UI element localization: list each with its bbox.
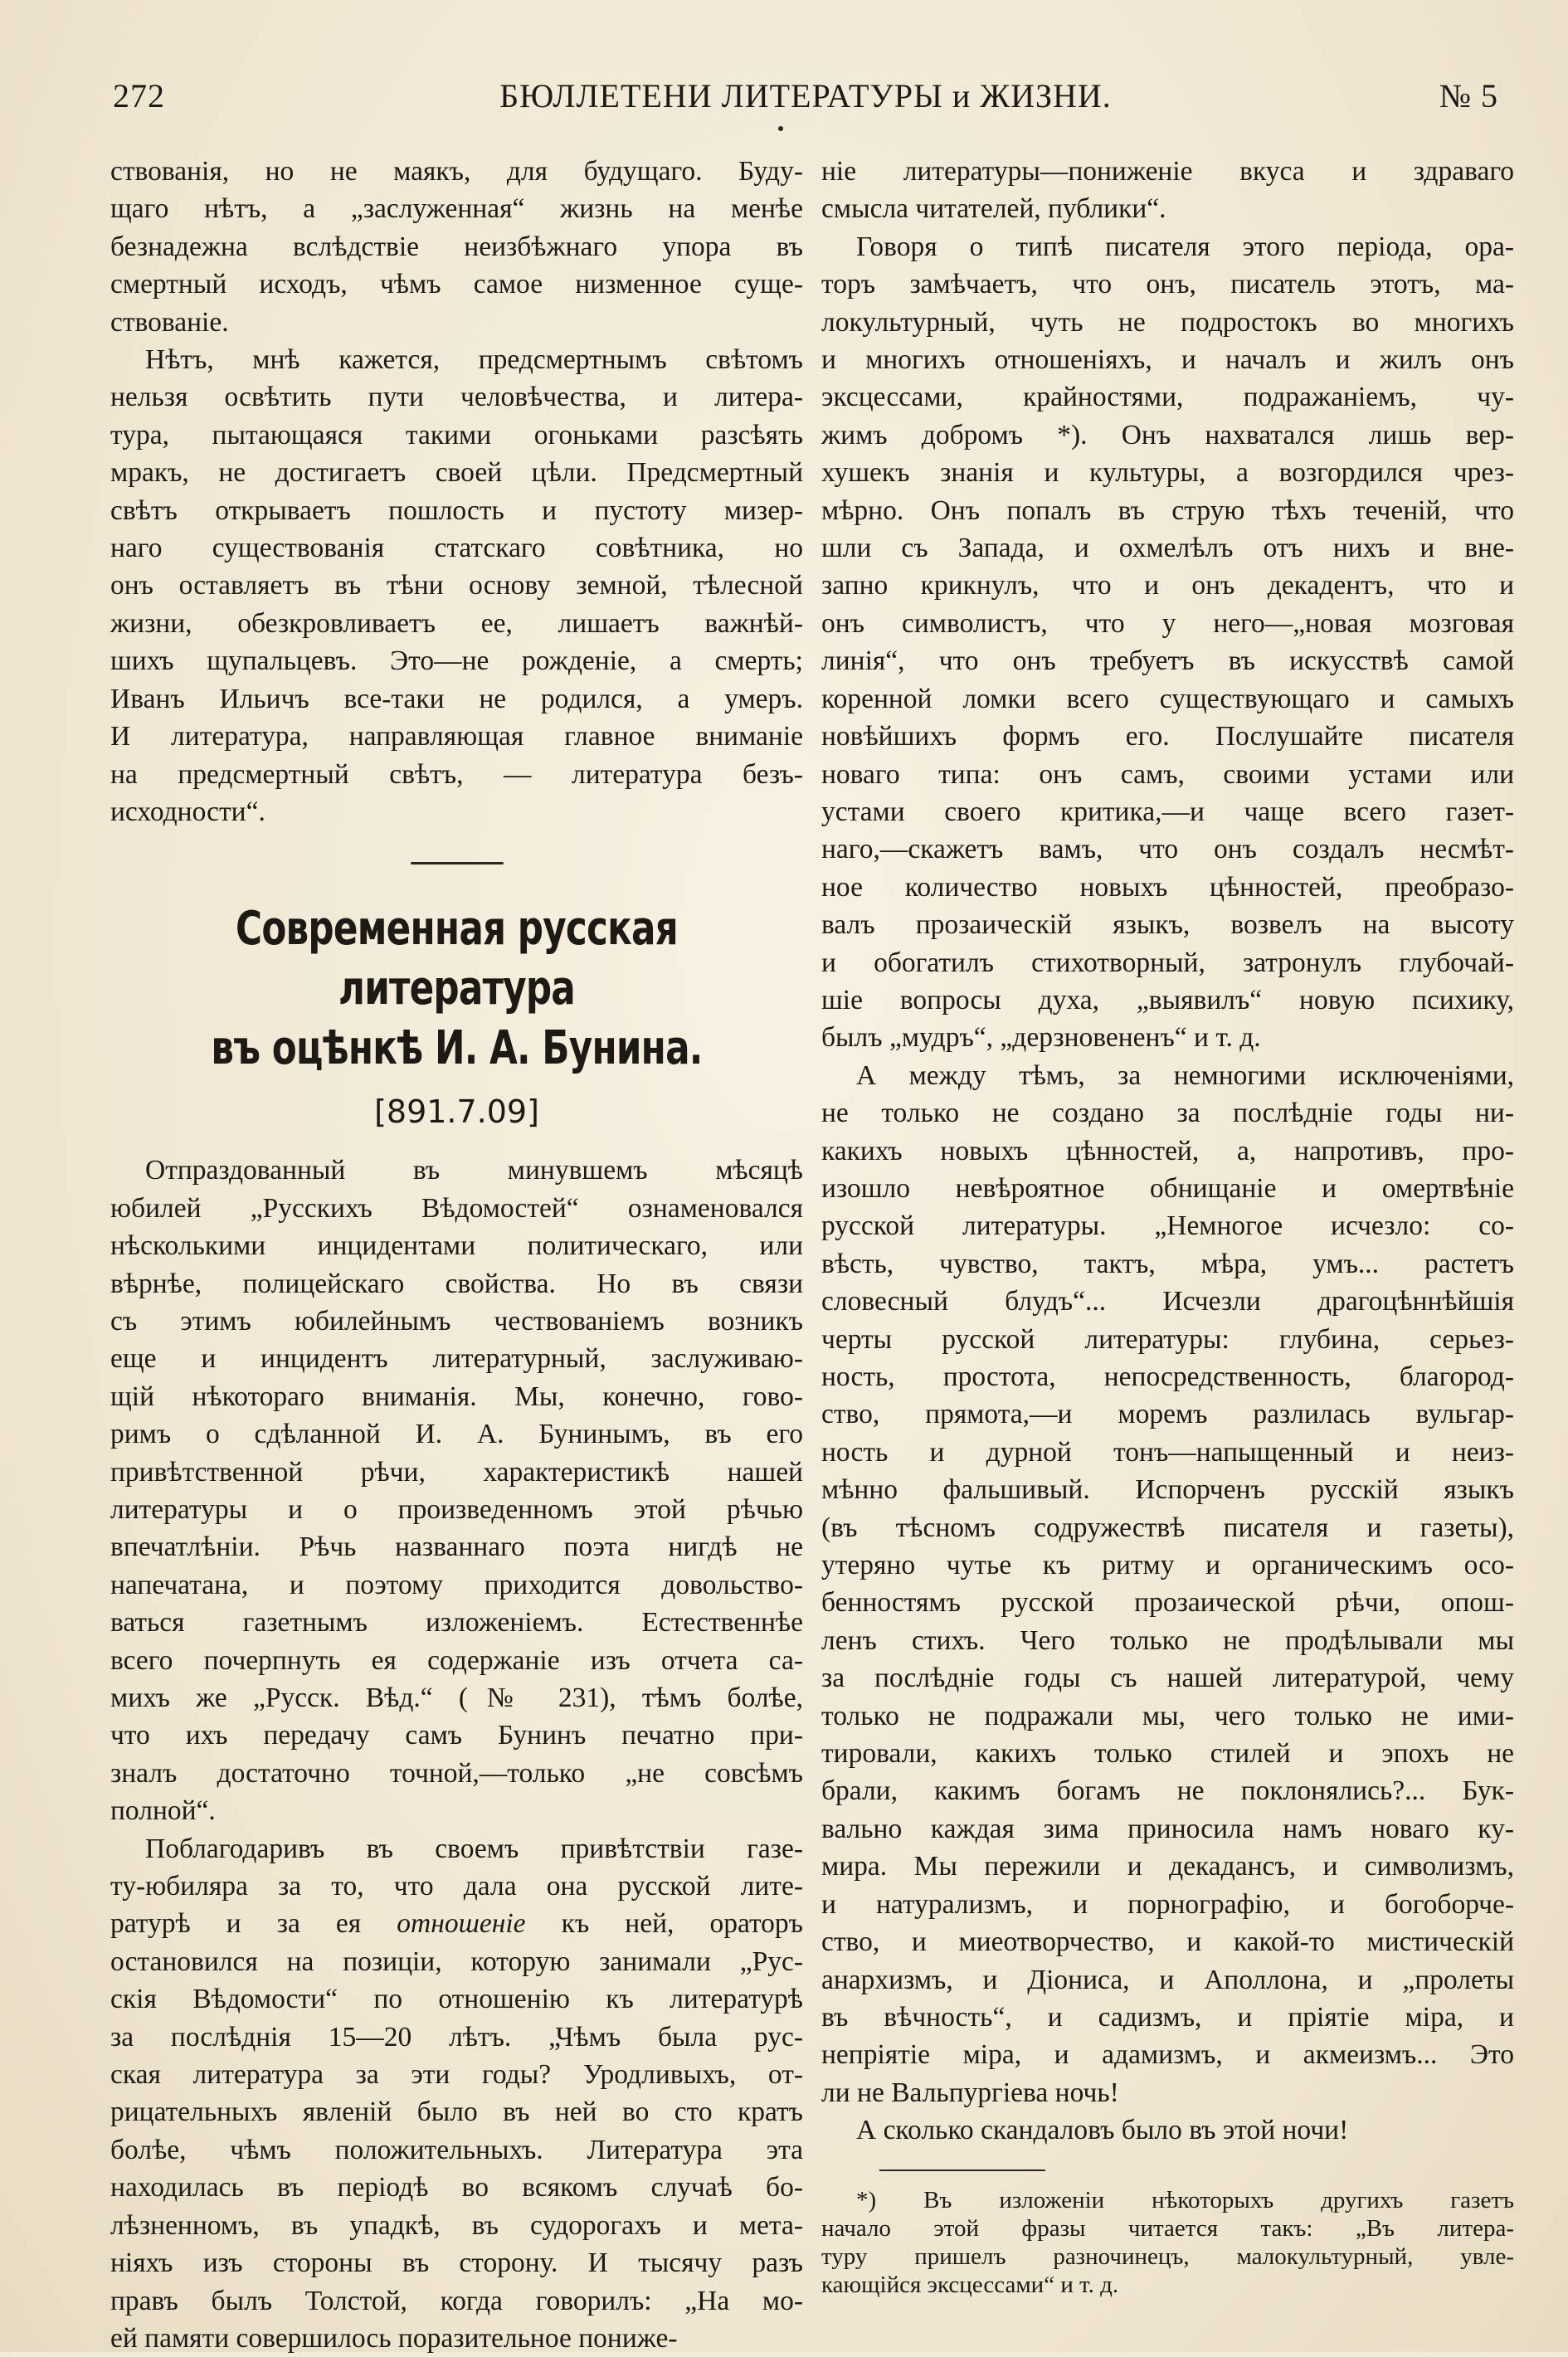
text-line: жимъ добромъ *). Онъ нахватался лишь вер- [821,419,1514,450]
text-line: за послѣдніе годы съ нашей литературой, чему [821,1663,1514,1694]
text-line: торъ замѣчаетъ, что онъ, писатель этотъ, ма- [821,269,1514,300]
text-line: анархизмъ, и Діониса, и Аполлона, и „пролеты [821,1964,1514,1995]
text-line [110,2320,803,2357]
text-line: напечатана, и поэтому приходится довольство- [110,1569,803,1600]
text-line: ствованіе. [110,306,229,338]
text-line: на предсмертный свѣтъ, — литература безъ- [110,758,803,790]
text-line: жизни, обезкровливаетъ ее, лишаетъ важнѣй- [110,607,803,639]
text-line [110,2019,803,2056]
text-line: былъ „мудръ“, „дерзновененъ“ и т. д. [821,1022,1261,1054]
text-line: только не подражали мы, чего только не ими- [821,1700,1514,1731]
text-line: начало этой фразы читается такъ: „Въ литера- [821,2214,1514,2242]
text-line: литературы и о произведенномъ этой рѣчью [110,1493,803,1525]
text-line: эксцессами, крайностями, подражаніемъ, чу- [821,382,1514,413]
issue-number: № 5 [1439,77,1498,114]
text-line: мракъ, не достигаетъ своей цѣли. Предсмертный [110,457,803,489]
text-line: наго,—скажетъ вамъ, что онъ создалъ несмѣт- [821,834,1514,865]
text-line: ность, простота, непосредственность, благород- [821,1361,1514,1392]
paragraph [110,1830,803,2357]
text-line: А сколько скандаловъ было въ этой ночи! [856,2115,1349,2146]
paragraph [821,2111,1514,2149]
text-line [110,1943,803,1980]
text-line: Отпраздованный въ минувшемъ мѣсяцѣ [145,1155,803,1186]
text-fragment: болѣе, чѣмъ положительныхъ. Литература эта [110,2134,803,2165]
text-line: смертный исходъ, чѣмъ самое низменное суще- [110,269,803,300]
header-dot [778,126,783,131]
text-line: зналъ достаточно точной,—только „не совсѣмъ [110,1757,803,1789]
text-line: непріятіе міра, и адамизмъ, и акмеизмъ... Это [821,2039,1514,2071]
text-line [110,2131,803,2169]
text-line: ваться газетнымъ изложеніемъ. Естественнѣе [110,1607,803,1639]
text-line: всего почерпнуть ея содержаніе изъ отчета са- [110,1644,803,1676]
text-line: наго существованія статскаго совѣтника, но [110,533,803,564]
text-line: вально каждая зима приносила намъ новаго ку- [821,1813,1514,1844]
page-number: 272 [113,77,165,114]
text-fragment: ту-юбиляра за то, что дала она русской лите- [110,1871,803,1902]
text-line: ное количество новыхъ цѣнностей, преобразо- [821,871,1514,903]
text-line: онъ символистъ, что у него—„новая мозговая [821,607,1514,639]
text-fragment: находилась въ періодѣ во всякомъ случаѣ бо- [110,2172,803,2204]
text-fragment: ей памяти совершилось поразительное пониже- [110,2322,678,2354]
text-line: шіе вопросы духа, „выявилъ“ новую психику, [821,984,1514,1015]
journal-title: БЮЛЛЕТЕНИ ЛИТЕРАТУРЫ и ЖИЗНИ. [499,77,1112,114]
text-line: устами своего критика,—и чаще всего газет- [821,796,1514,827]
running-head [113,76,1498,126]
text-line: онъ оставляетъ въ тѣни основу земной, тѣлесной [110,570,803,601]
text-line: новаго типа: онъ самъ, своими устами или [821,758,1514,790]
text-fragment: Поблагодаривъ въ своемъ привѣтствіи газе- [145,1833,803,1864]
text-line: ство, прямота,—и моремъ разлилась вульгар- [821,1399,1514,1430]
text-line: брали, какимъ богамъ не поклонялись?... Бук- [821,1775,1514,1807]
text-fragment: рицательныхъ явленій было въ ней во сто кратъ [110,2096,803,2128]
article-title-line: Современная русская литература [236,902,678,1016]
text-line: А между тѣмъ, за немногими исключеніями, [856,1059,1514,1091]
text-line [110,1905,803,1942]
text-line: коренной ломки всего существующаго и самыхъ [821,683,1514,714]
text-fragment: къ ней, ораторъ [561,1908,803,1940]
text-line: нельзя освѣтить пути человѣчества, и литера- [110,382,803,413]
text-line [110,1830,803,1868]
text-line [110,1868,803,1905]
text-line: римъ о сдѣланной И. А. Бунинымъ, въ его [110,1419,803,1450]
text-line: юбилей „Русскихъ Вѣдомостей“ ознаменовался [110,1192,803,1224]
right-column [821,153,1514,2299]
text-line [110,2244,803,2282]
text-line [110,2282,803,2320]
text-fragment: правъ былъ Толстой, когда говорилъ: „На мо- [110,2285,803,2316]
text-line [110,1980,803,2018]
article-title [129,899,786,1079]
paragraph [821,1057,1514,2111]
text-line: вѣсть, чувство, тактъ, мѣра, умъ... растетъ [821,1248,1514,1279]
text-line: ли не Вальпургіева ночь! [821,2077,1119,2108]
text-line: ніе литературы—пониженіе вкуса и здраваго [821,156,1514,187]
text-line: щій нѣкотораго вниманія. Мы, конечно, гово- [110,1381,803,1412]
text-line: тура, пытающаяся такими огоньками разсѣять [110,419,803,450]
text-line [110,2056,803,2093]
text-line: И литература, направляющая главное вниманіе [110,721,803,752]
text-line: *) Въ изложеніи нѣкоторыхъ другихъ газетъ [856,2186,1514,2213]
text-line: (въ тѣсномъ содружествѣ писателя и газеты), [821,1512,1514,1543]
text-line: Говоря о типѣ писателя этого періода, ора- [856,231,1514,262]
text-line: мѣрно. Онъ попалъ въ струю тѣхъ теченій, что [821,494,1514,526]
text-line: ство, и миеотворчество, и какой-то мистическій [821,1926,1514,1958]
text-line: и обогатилъ стихотворный, затронулъ глубочай- [821,947,1514,978]
text-line: туру пришелъ разночинецъ, малокультурный, увле- [821,2243,1514,2270]
text-line: шли съ Запада, и охмелѣлъ отъ нихъ и вне- [821,533,1514,564]
text-line: михъ же „Русск. Вѣд.“ (№ 231), тѣмъ болѣе, [110,1683,803,1713]
text-line: и натурализмъ, и порнографію, и богоборче- [821,1888,1514,1920]
text-line: шихъ щупальцевъ. Это—не рожденіе, а смерть; [110,645,803,677]
text-line: не только не создано за послѣдніе годы ни- [821,1098,1514,1129]
article-title-line: въ оцѣнкѣ И. А. Бунина. [211,1021,703,1076]
text-line [110,2093,803,2131]
text-fragment: скія Вѣдомости“ по отношенію къ литературѣ [110,1984,803,2015]
text-line: изошло невѣроятное обнищаніе и омертвѣніе [821,1172,1514,1204]
left-column [110,153,803,2357]
text-line: свѣтъ открываетъ пошлость и пустоту мизер- [110,494,803,526]
text-line: линія“, что онъ требуетъ въ искусствѣ самой [821,645,1514,677]
text-line: полной“. [110,1795,216,1827]
text-line: нѣсколькими инцидентами политическаго, или [110,1230,803,1262]
footnote [821,2186,1514,2299]
text-line: словесный блудъ“... Исчезли драгоцѣннѣйшія [821,1286,1514,1317]
text-line: вѣрнѣе, полицейскаго свойства. Но въ связи [110,1268,803,1299]
text-line: щаго нѣтъ, а „заслуженная“ жизнь на менѣе [110,193,803,225]
text-line: кающійся эксцессами“ и т. д. [821,2271,1119,2298]
text-fragment: остановился на позиціи, которую занимали „Рус- [110,1945,803,1977]
text-line: валъ прозаическій языкъ, возвелъ на высоту [821,909,1514,941]
text-line: локультурный, чуть не подростокъ во многихъ [821,306,1514,338]
text-line [110,2169,803,2206]
text-line: хушекъ знанія и культуры, а возгордился чрез- [821,457,1514,489]
paragraph [110,1152,803,1829]
paragraph [821,228,1514,1057]
text-line: бенностямъ русской прозаической рѣчи, опош- [821,1587,1514,1619]
text-fragment: ніяхъ изъ стороны въ сторону. И тысячу разъ [110,2247,803,2279]
text-line: и многихъ отношеніяхъ, и началъ и жилъ онъ [821,344,1514,376]
text-fragment: ратурѣ и за ея [110,1908,362,1940]
text-line: тировали, какихъ только стилей и эпохъ не [821,1738,1514,1770]
text-line: новѣйшихъ формъ его. Послушайте писателя [821,721,1514,752]
paragraph [110,153,803,341]
text-line: еще и инцидентъ литературный, заслуживаю- [110,1343,803,1375]
text-line: мѣнно фальшивый. Испорченъ русскій языкъ [821,1474,1514,1506]
text-fragment: ская литература за эти годы? Уродливыхъ, от- [110,2059,803,2091]
paragraph [110,341,803,830]
classification-code: [891.7.09] [374,1093,539,1131]
text-line: ность и дурной тонъ—напыщенный и неиз- [821,1436,1514,1468]
text-line: впечатлѣніи. Рѣчь названнаго поэта нигдѣ не [110,1532,803,1563]
text-line: какихъ новыхъ цѣнностей, а, напротивъ, про- [821,1135,1514,1166]
text-line: черты русской литературы: глубина, серьез- [821,1323,1514,1355]
text-line [110,2207,803,2244]
text-line: Иванъ Ильичъ все-таки не родился, а умеръ. [110,683,803,714]
paragraph [821,153,1514,228]
text-line: русской литературы. „Немногое исчезло: со- [821,1210,1514,1242]
text-line: Нѣтъ, мнѣ кажется, предсмертнымъ свѣтомъ [145,344,803,376]
text-line: запно крикнулъ, что и онъ декадентъ, что и [821,570,1514,601]
text-line: привѣтственной рѣчи, характеристикѣ нашей [110,1456,803,1488]
text-line: ствованія, но не маякъ, для будущаго. Буду- [110,156,803,187]
text-line: утеряно чутье къ ритму и органическимъ осо- [821,1550,1514,1581]
text-line: ленъ стихъ. Чего только не продѣлывали мы [821,1624,1514,1656]
text-fragment: за послѣднія 15—20 лѣтъ. „Чѣмъ была рус- [110,2021,803,2053]
text-fragment: лѣзненномъ, въ упадкѣ, въ судорогахъ и мета- [110,2209,803,2241]
text-line: что ихъ передачу самъ Бунинъ печатно при- [110,1720,803,1751]
emphasized-word: отношеніе [397,1908,526,1940]
section-divider [411,862,504,864]
text-line: съ этимъ юбилейнымъ чествованіемъ возникъ [110,1305,803,1337]
text-line: въ вѣчность“, и садизмъ, и пріятіе міра, и [821,2001,1514,2033]
footnote-rule [879,2170,1045,2171]
text-line: мира. Мы пережили и декадансъ, и символизмъ, [821,1851,1514,1882]
text-line: исходности“. [110,796,265,827]
text-line: безнадежна вслѣдствіе неизбѣжнаго упора въ [110,231,803,262]
text-line: смысла читателей, публики“. [821,193,1166,225]
